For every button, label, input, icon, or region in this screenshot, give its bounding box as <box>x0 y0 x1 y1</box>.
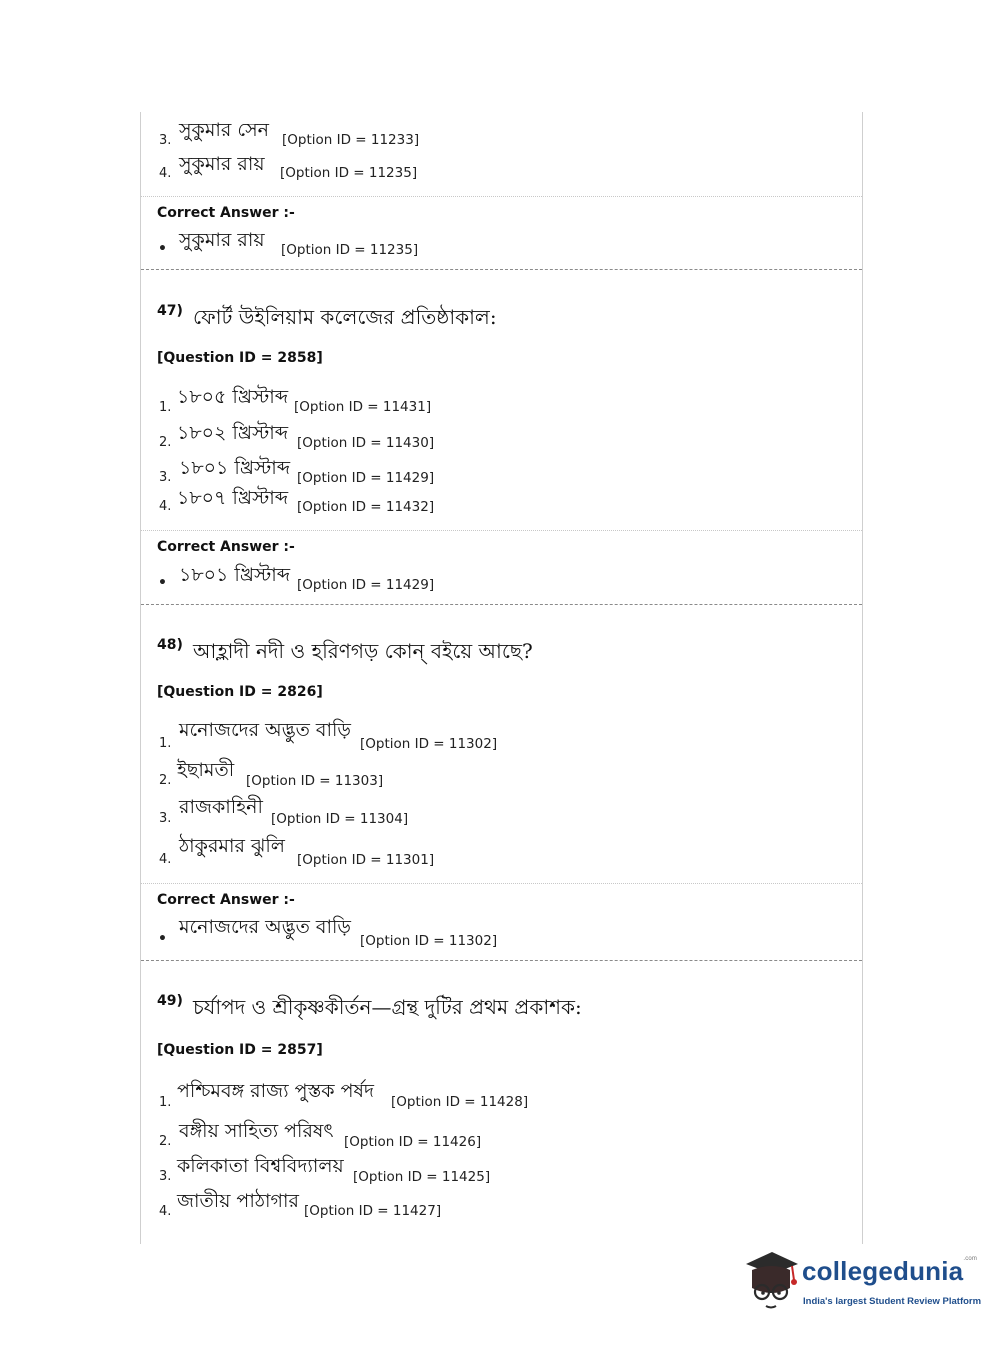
brand-name <box>802 1256 977 1287</box>
option-text: পশ্চিমবঙ্গ রাজ্য পুস্তক পর্ষদ <box>177 1080 374 1102</box>
question-id: [Question ID = 2826] <box>157 684 323 700</box>
option-number: 4. <box>159 852 172 867</box>
brand-tagline: India's largest Student Review Platform <box>803 1296 982 1307</box>
option-text: ১৮০৫ খ্রিস্টাব্দ <box>177 386 289 408</box>
question-text: ফোর্ট উইলিয়াম কলেজের প্রতিষ্ঠাকাল: <box>193 305 497 329</box>
bullet: • <box>158 931 167 947</box>
option-number: 2. <box>159 773 172 788</box>
option-number: 4. <box>159 1204 172 1219</box>
option-text: কলিকাতা বিশ্ববিদ্যালয় <box>177 1155 344 1177</box>
option-number: 1. <box>159 400 172 415</box>
option-id: [Option ID = 11303] <box>246 773 384 789</box>
brand-wordmark: collegedunia <box>802 1256 964 1286</box>
bullet: • <box>158 241 167 257</box>
option-text: ১৮০১ খ্রিস্টাব্দ <box>179 457 291 479</box>
option-number: 3. <box>159 470 172 485</box>
divider <box>141 530 862 531</box>
question-separator <box>141 269 862 270</box>
collegedunia-logo[interactable] <box>742 1248 982 1318</box>
correct-answer-label: Correct Answer :- <box>157 205 295 221</box>
option-number: 3. <box>159 811 172 826</box>
option-id: [Option ID = 11425] <box>353 1169 491 1185</box>
option-id: [Option ID = 11302] <box>360 736 498 752</box>
question-id: [Question ID = 2858] <box>157 350 323 366</box>
option-number: 4. <box>159 499 172 514</box>
option-text: সুকুমার রায় <box>179 153 265 175</box>
option-id: [Option ID = 11429] <box>297 470 435 486</box>
option-text: রাজকাহিনী <box>179 796 263 818</box>
option-text: ১৮০৭ খ্রিস্টাব্দ <box>177 487 289 509</box>
option-id: [Option ID = 11304] <box>271 811 409 827</box>
correct-answer-text: সুকুমার রায় <box>179 229 265 251</box>
option-text: ১৮০২ খ্রিস্টাব্দ <box>177 422 289 444</box>
option-number: 1. <box>159 736 172 751</box>
question-number: 48) <box>157 637 183 653</box>
option-id: [Option ID = 11426] <box>344 1134 482 1150</box>
option-id: [Option ID = 11235] <box>280 165 418 181</box>
option-number: 2. <box>159 435 172 450</box>
correct-answer-label: Correct Answer :- <box>157 539 295 555</box>
option-id: [Option ID = 11432] <box>297 499 435 515</box>
option-id: [Option ID = 11431] <box>294 399 432 415</box>
option-number: 3. <box>159 1169 172 1184</box>
brand-domain-suffix: .com <box>963 1256 978 1262</box>
option-text: সুকুমার সেন <box>179 119 269 141</box>
option-text: ঠাকুরমার ঝুলি <box>179 835 285 857</box>
option-id: [Option ID = 11428] <box>391 1094 529 1110</box>
option-number: 2. <box>159 1134 172 1149</box>
option-number: 3. <box>159 133 172 148</box>
divider <box>141 883 862 884</box>
question-separator <box>141 960 862 961</box>
question-text: আহ্লাদী নদী ও হরিণগড় কোন্ বইয়ে আছে? <box>193 639 533 663</box>
question-text: চর্যাপদ ও শ্রীকৃষ্ণকীর্তন—গ্রন্থ দুটির প্রথম প্রকাশক: <box>193 995 582 1019</box>
option-text: মনোজদের অদ্ভুত বাড়ি <box>179 719 351 741</box>
option-id: [Option ID = 11427] <box>304 1203 442 1219</box>
question-separator <box>141 604 862 605</box>
correct-answer-option-id: [Option ID = 11235] <box>281 242 419 258</box>
correct-answer-text: ১৮০১ খ্রিস্টাব্দ <box>179 564 291 586</box>
option-number: 4. <box>159 166 172 181</box>
divider <box>141 196 862 197</box>
option-number: 1. <box>159 1095 172 1110</box>
option-id: [Option ID = 11233] <box>282 132 420 148</box>
question-number: 49) <box>157 993 183 1009</box>
correct-answer-option-id: [Option ID = 11429] <box>297 577 435 593</box>
option-id: [Option ID = 11430] <box>297 435 435 451</box>
bullet: • <box>158 575 167 591</box>
option-text: ইছামতী <box>177 759 235 781</box>
correct-answer-label: Correct Answer :- <box>157 892 295 908</box>
option-id: [Option ID = 11301] <box>297 852 435 868</box>
student-mascot-icon <box>742 1248 802 1314</box>
correct-answer-option-id: [Option ID = 11302] <box>360 933 498 949</box>
question-id: [Question ID = 2857] <box>157 1042 323 1058</box>
question-paper-page <box>140 112 863 1244</box>
question-number: 47) <box>157 303 183 319</box>
option-text: বঙ্গীয় সাহিত্য পরিষৎ <box>179 1120 334 1142</box>
option-text: জাতীয় পাঠাগার <box>177 1190 299 1212</box>
correct-answer-text: মনোজদের অদ্ভুত বাড়ি <box>179 916 351 938</box>
